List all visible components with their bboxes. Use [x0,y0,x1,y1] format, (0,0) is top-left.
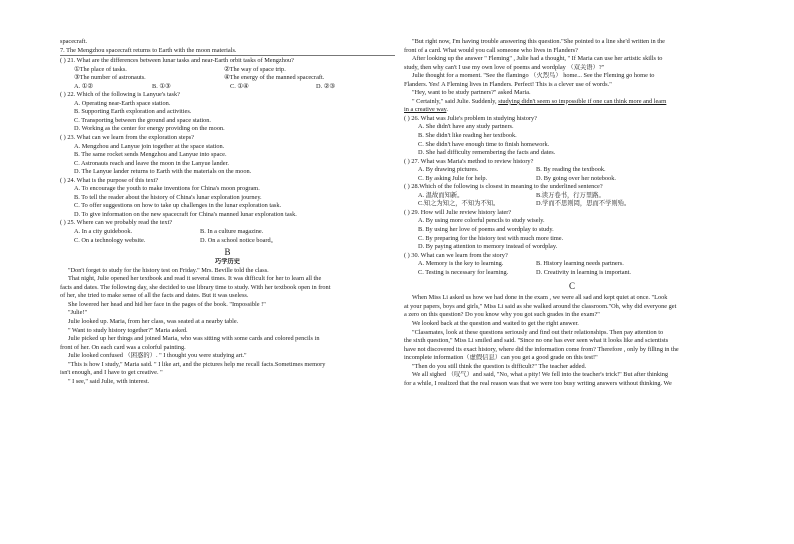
divider [60,55,395,56]
q21-choice-d: D. ②③ [316,82,335,90]
passage-line: facts and dates. The following day, she decided to use library time to study. With her textbook open in front [60,283,331,291]
q21-choice-b: B. ①③ [152,82,171,90]
q29-option: D. By paying attention to memory instead of wordplay. [418,243,558,251]
q21-opt4: ④The energy of the manned spacecraft. [224,74,325,82]
text-line: 7. The Mengzhou spacecraft returns to Earth with the moon materials. [60,46,237,54]
q22-option: B. Supporting Earth exploration and activities. [74,108,192,116]
passage-line: for a while, I realized that the real reason was that we were too busy writing answers without thinking. We [404,379,672,387]
passage-line [404,98,740,107]
q21-choice-a: A. ①② [74,82,93,90]
q27-stem: ( ) 27. What was Maria's method to review history? [404,157,534,165]
q29-stem: ( ) 29. How will Julie review history later? [404,208,512,216]
q24-option: A. To encourage the youth to make inventions for China's moon program. [74,185,260,193]
passage-line: have not discovered its exact history, where did the information come from? Therefore , only by filling in the [404,345,679,353]
q27-option-a: A. By drawing pictures. [418,166,479,174]
passage-line: "But right now, I'm having trouble answering this question."She pointed to a line she'd written in the [412,38,665,45]
q25-opts-row2 [60,237,395,246]
q26-option: A. She didn't have any study partners. [418,123,514,131]
q26-option: C. She didn't have enough time to finish homework. [418,140,550,148]
passage-line: the sixth question," Miss Li smiled and said. "Since no one has ever seen what it looks like and scientists [404,337,669,345]
passage-line: of her, she tried to make sense of all the facts and dates. But it was useless. [60,292,249,300]
passage-line: Julie picked up her things and joined Maria, who was sitting with some cards and colored pencils in [68,335,320,343]
q28-option-d: D.学而不思则罔，思而不学则殆。 [536,200,631,208]
passage-line: That night, Julie opened her textbook and read it several times. It was difficult for her to learn all the [68,275,322,283]
q30-option-c: C. Testing is necessary for learning. [418,268,509,276]
q22-option: A. Operating near-Earth space station. [74,99,171,107]
q25-opts-row1 [60,228,395,237]
q24-stem: ( ) 24. What is the purpose of this text? [60,176,159,184]
q25-option-b: B. In a culture magazine. [200,228,264,236]
passage-line: a zero on this question? Do you know why you got such grades in the exam?" [404,311,600,319]
q26-stem: ( ) 26. What was Julie's problem in studying history? [404,114,537,122]
passage-line: Julie looked confused （困惑的）. " I thought you were studying art." [68,352,247,360]
q25-option-d: D. On a school notice board。 [200,236,277,244]
passage-line: We looked back at the question and waited to get the right answer. [412,319,579,327]
q21-opt1: ①The place of tasks. [74,65,127,73]
passage-line: study, then why can't I use my own love of poems and wordplay （双关语）?" [404,63,605,71]
passage-line: "Hey, want to be study partners?" asked Maria. [412,89,531,97]
passage-title: 巧学历史 [214,258,241,266]
q30-option-d: D. Creativity in learning is important. [536,268,631,276]
passage-line: "Julie!" [68,309,88,317]
q30-opts-row1 [404,260,740,269]
passage-line: "Then do you still think the question is difficult?" The teacher added. [412,362,587,370]
passage-line: "Classmates, look at these questions seriously and find out their relationships. Then pay attention to [412,328,664,336]
q27-option-d: D. By going over her notebook. [536,174,616,182]
q29-option: B. By using her love of poems and wordplay to study. [418,226,554,234]
q24-option: D. To give information on the new spacecraft for China's manned lunar exploration task. [74,210,297,218]
q23-stem: ( ) 23. What can we learn from the exploration steps? [60,134,194,142]
q28-option-c: C.知之为知之，不知为不知。 [418,200,500,208]
q27-opts-row2 [404,175,740,184]
passage-line: "This is how I study," Maria said. " I like art, and the pictures help me recall facts.Sometimes memory [68,360,326,368]
passage-line: front of her. On each card was a colorful painting. [60,343,186,351]
q30-option-b: B. History learning needs partners. [536,260,624,268]
passage-line: isn't enough, and I have to get creative. " [60,369,163,377]
q21-opt2: ②The way of space trip. [224,65,286,73]
q24-option: C. To offer suggestions on how to take up challenges in the lunar exploration task. [74,202,282,210]
q26-option: D. She had difficulty remembering the facts and dates. [418,149,556,157]
q30-stem: ( ) 30. What can we learn from the story? [404,251,508,259]
q28-option-b: B.读万卷书，行万里路。 [536,191,605,199]
underlined-sentence: studying didn't seem so impossible if one can think more and learn [498,97,667,105]
q22-option: D. Working as the center for energy providing on the moon. [74,125,225,133]
q25-option-a: A. In a city guidebook. [74,228,133,236]
q23-option: C. Astronauts reach and leave the moon in the Lanyue lander. [74,159,229,167]
section-heading-b: B [224,247,231,258]
section-heading-c: C [568,281,575,292]
q22-stem: ( ) 22. Which of the following is Lanyue's task? [60,91,180,99]
right-column [404,38,740,388]
underlined-sentence-end: in a creative way [404,106,447,114]
q21-opt3: ③The number of astronauts. [74,74,146,82]
passage-line: in a creative way. [404,106,448,114]
passage-line: " Want to study history together?" Maria asked. [68,326,188,334]
passage-line: incomplete information（虚假信息）can you get a good grade on this test!" [404,354,598,362]
passage-line: "Don't forget to study for the history test on Friday." Mrs. Beville told the class. [68,266,269,274]
q29-option: A. By using more colorful pencils to study wisely. [418,217,545,225]
q30-opts-row2 [404,269,740,278]
q21-opts-row1 [60,66,395,75]
passage-line: Julie looked up. Maria, from her class, was seated at a nearby table. [68,317,239,325]
passage-line: When Miss Li asked us how we had done in the exam , we were all sad and kept quiet at once. "Look [412,294,668,302]
passage-line: Flanders. Yes! A Fleming lives in Flanders. Perfect! This is a clever use of words." [404,80,612,88]
q27-option-b: B. By reading the textbook. [536,166,606,174]
q21-opts-row2 [60,74,395,83]
passage-segment: " Certainly," said Julie. Suddenly, [412,97,497,105]
q23-option: B. The same rocket sends Mengzhou and Lanyue into space. [74,151,227,159]
q21-choices [60,83,395,92]
passage-line: She lowered her head and hid her face in the pages of the book. "Impossible !" [68,300,266,308]
q25-option-c: C. On a technology website. [74,236,146,244]
passage-line: front of a card. What would you call someone who lives in Flanders? [404,46,578,54]
passage-line: After looking up the answer " Fleming" , Julie had a thought, " If Maria can use her artistic skills to [412,55,663,63]
q23-option: D. The Lanyue lander returns to Earth with the materials on the moon. [74,168,252,176]
q22-option: C. Transporting between the ground and space station. [74,116,211,124]
q29-option: C. By preparing for the history test with much more time. [418,234,564,242]
passage-line: " I see," said Julie, with interest. [68,377,150,385]
q26-option: B. She didn't like reading her textbook. [418,132,517,140]
passage-line: We all sighed （叹气）and said, "No, what a pity! We fell into the teacher's trick!" But after thinking [412,371,669,379]
q28-opts-row2 [404,200,740,209]
text-line: spacecraft. [60,38,88,45]
q21-stem: ( ) 21. What are the differences between lunar tasks and near-Earth orbit tasks of Mengzhou? [60,57,294,65]
q21-choice-c: C. ①④ [230,82,249,90]
q30-option-a: A. Memory is the key to learning. [418,260,504,268]
q24-option: B. To tell the reader about the history of China's lunar exploration journey. [74,193,262,201]
q28-option-a: A. 温故而知新。 [418,191,464,199]
q25-stem: ( ) 25. Where can we probably read the text? [60,219,173,227]
passage-line: at your papers, boys and girls," Miss Li said as she walked around the classroom."Oh, why did everyone get [404,302,677,310]
q28-stem: ( ) 28.Which of the following is closest in meaning to the underlined sentence? [404,183,603,191]
passage-line: Julie thought for a moment. "See the flamingo （火烈鸟） home... See the Fleming go home to [412,72,655,80]
left-column [60,38,395,386]
q27-opts-row1 [404,166,740,175]
q27-option-c: C. By asking Julie for help. [418,174,488,182]
q23-option: A. Mengzhou and Lanyue join together at the space station. [74,142,225,150]
